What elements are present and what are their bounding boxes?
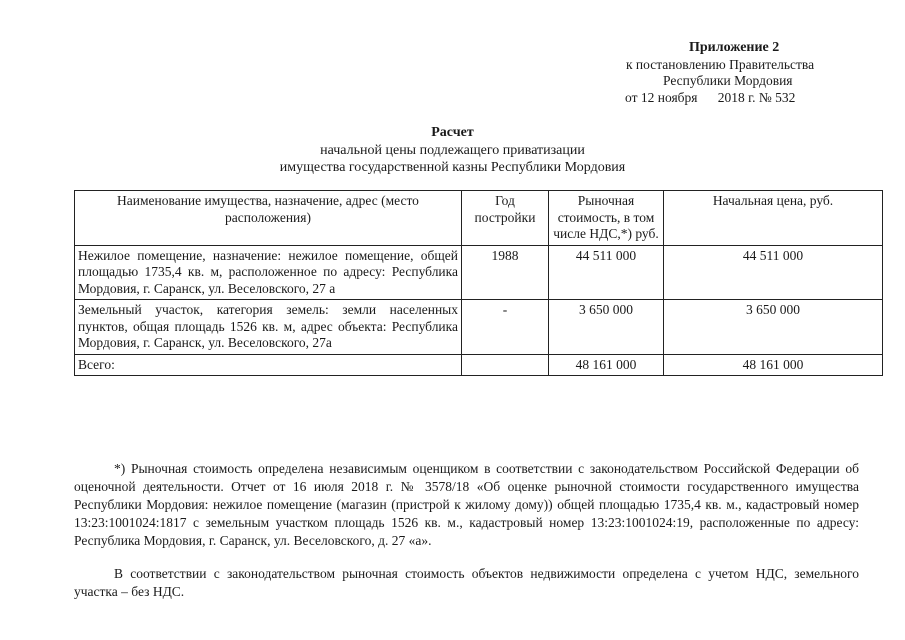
header-year: Год постройки bbox=[462, 191, 549, 246]
appendix-title: Приложение 2 bbox=[689, 40, 780, 55]
appendix-line-3: от 12 ноября 2018 г. № 532 bbox=[625, 90, 796, 105]
document-title: Расчет bbox=[431, 125, 474, 140]
document-subtitle-1: начальной цены подлежащего приватизации bbox=[320, 143, 585, 158]
row-initial-price: 44 511 000 bbox=[664, 245, 883, 300]
appendix-line-2: Республики Мордовия bbox=[663, 73, 793, 88]
total-market-value: 48 161 000 bbox=[549, 354, 664, 376]
row-initial-price: 3 650 000 bbox=[664, 300, 883, 355]
row-name: Земельный участок, категория земель: земли населенных пунктов, общая площадь 1526 кв. м, адрес объекта: Республика Мордовия, г. Саранск, ул. Веселовского, 27а bbox=[75, 300, 462, 355]
table-row bbox=[75, 245, 883, 300]
row-year: - bbox=[462, 300, 549, 355]
footnote-paragraph: *) Рыночная стоимость определена независимым оценщиком в соответствии с законодательством Российской Федерации об оценочной деятельности. Отчет от 16 июля 2018 г. № 3578/18 «Об оценке рыночной стоимости государственного имущества Республики Мордовия: нежилое помещение (магазин (пристрой к жилому дому)) общей площадью 1735,4 кв. м., кадастровый номер 13:23:1001024:1817 с земельным участком площадь 1526 кв. м., кадастровый номер 13:23:1001024:19, расположенные по адресу: Республика Мордовия, г. Саранск, ул. Веселовского, д. 27 «а». bbox=[74, 461, 859, 548]
valuation-table bbox=[74, 190, 883, 376]
table-row bbox=[75, 300, 883, 355]
header-name: Наименование имущества, назначение, адрес (место расположения) bbox=[75, 191, 462, 246]
total-label: Всего: bbox=[75, 354, 462, 376]
total-year-empty bbox=[462, 354, 549, 376]
vat-note-paragraph: В соответствии с законодательством рыночная стоимость объектов недвижимости определена с учетом НДС, земельного участка – без НДС. bbox=[74, 566, 859, 599]
table-total-row bbox=[75, 354, 883, 376]
header-market-value: Рыночная стоимость, в том числе НДС,*) руб. bbox=[549, 191, 664, 246]
table-header-row bbox=[75, 191, 883, 246]
appendix-line-1: к постановлению Правительства bbox=[626, 57, 815, 72]
row-market-value: 3 650 000 bbox=[549, 300, 664, 355]
document-subtitle-2: имущества государственной казны Республики Мордовия bbox=[279, 160, 626, 175]
total-initial-price: 48 161 000 bbox=[664, 354, 883, 376]
row-market-value: 44 511 000 bbox=[549, 245, 664, 300]
header-initial-price: Начальная цена, руб. bbox=[664, 191, 883, 246]
row-name: Нежилое помещение, назначение: нежилое помещение, общей площадью 1735,4 кв. м, расположенное по адресу: Республика Мордовия, г. Саранск, ул. Веселовского, 27 а bbox=[75, 245, 462, 300]
row-year: 1988 bbox=[462, 245, 549, 300]
